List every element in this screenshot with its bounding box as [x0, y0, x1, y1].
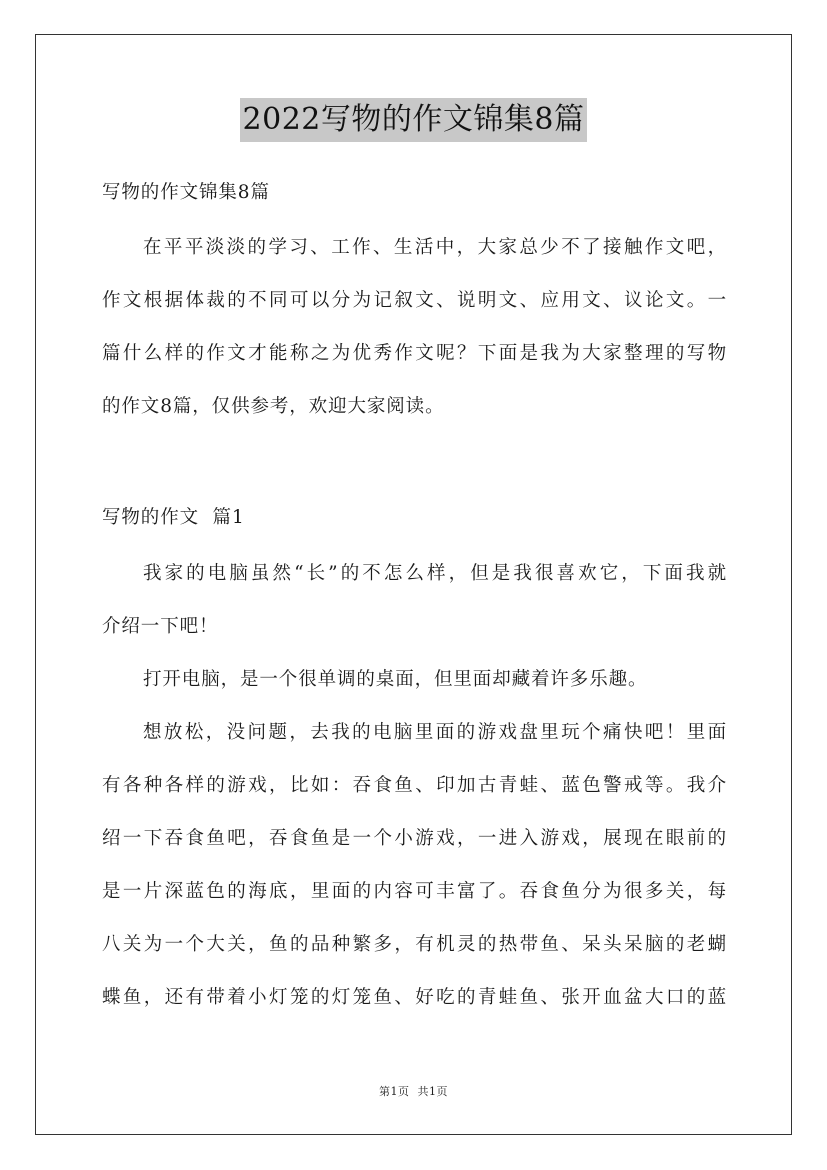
paragraph-line: 想放松，没问题，去我的电脑里面的游戏盘里玩个痛快吧！里面 [143, 722, 727, 743]
document-title: 2022写物的作文锦集8篇 [240, 98, 588, 142]
paragraph-line: 我家的电脑虽然“长”的不怎么样，但是我很喜欢它，下面我就 [143, 563, 727, 584]
paragraph-line: 是一片深蓝色的海底，里面的内容可丰富了。吞食鱼分为很多关，每 [102, 881, 727, 902]
paragraph-line: 篇什么样的作文才能称之为优秀作文呢？下面是我为大家整理的写物 [102, 343, 727, 364]
paragraph-line: 的作文8篇，仅供参考，欢迎大家阅读。 [102, 396, 445, 417]
paragraph-line: 绍一下吞食鱼吧，吞食鱼是一个小游戏，一进入游戏，展现在眼前的 [102, 828, 727, 849]
paragraph-line: 在平平淡淡的学习、工作、生活中，大家总少不了接触作文吧， [143, 237, 727, 258]
paragraph-line: 蝶鱼，还有带着小灯笼的灯笼鱼、好吃的青蛙鱼、张开血盆大口的蓝 [102, 987, 727, 1008]
subtitle: 写物的作文锦集8篇 [102, 182, 270, 203]
paragraph-line: 作文根据体裁的不同可以分为记叙文、说明文、应用文、议论文。一 [102, 290, 727, 311]
paragraph-line: 介绍一下吧！ [102, 616, 219, 637]
title-wrap [0, 98, 827, 142]
page-number-footer: 第1页 共1页 [379, 1085, 448, 1098]
section-heading: 写物的作文 篇1 [102, 507, 245, 528]
paragraph-line: 打开电脑，是一个很单调的桌面，但里面却藏着许多乐趣。 [143, 669, 648, 690]
paragraph-line: 有各种各样的游戏，比如：吞食鱼、印加古青蛙、蓝色警戒等。我介 [102, 775, 727, 796]
paragraph-line: 八关为一个大关，鱼的品种繁多，有机灵的热带鱼、呆头呆脑的老蝴 [102, 934, 727, 955]
